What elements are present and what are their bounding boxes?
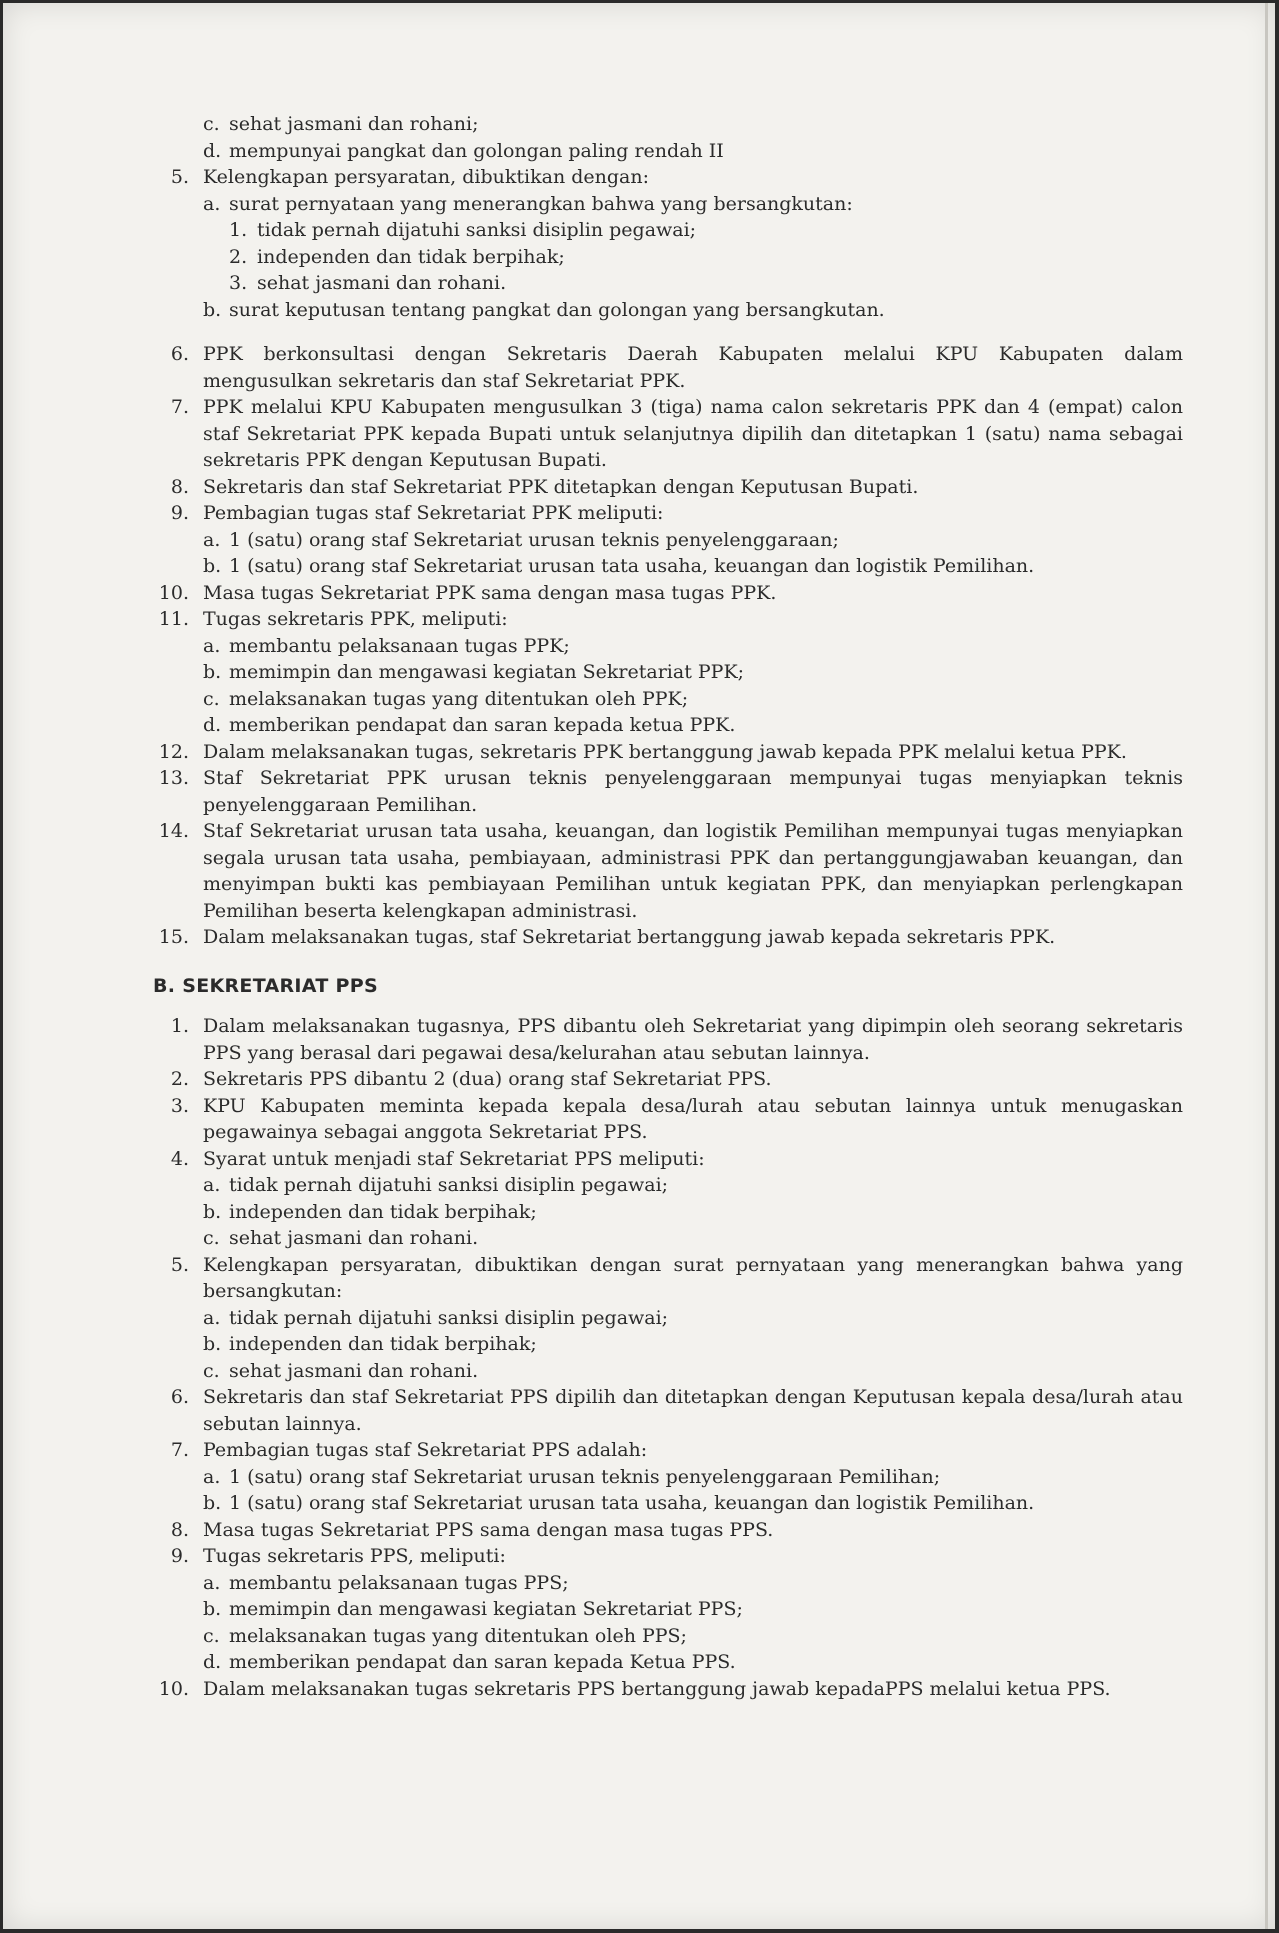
list-item bbox=[153, 739, 1183, 766]
list-item-number: c. bbox=[203, 1227, 220, 1249]
list-item-text: Sekretaris PPS dibantu 2 (dua) orang staf Sekretariat PPS. bbox=[203, 1068, 772, 1090]
list-item-number: b. bbox=[203, 298, 222, 321]
list-item-text: Dalam melaksanakan tugasnya, PPS dibantu oleh Sekretariat yang dipimpin oleh seorang sekretaris PPS yang berasal dari pegawai desa/kelurahan atau sebutan lainnya. bbox=[203, 1015, 1183, 1064]
list-item-number: c. bbox=[203, 1624, 220, 1647]
list-item bbox=[153, 553, 1183, 580]
list-item-number: 8. bbox=[170, 475, 189, 498]
list-item bbox=[153, 1437, 1183, 1464]
list-item bbox=[153, 1331, 1183, 1358]
list-item-number: 3. bbox=[170, 1094, 189, 1117]
list-item bbox=[153, 244, 1183, 271]
list-item-text: memimpin dan mengawasi kegiatan Sekretariat PPK; bbox=[229, 661, 745, 683]
list-item-text: melaksanakan tugas yang ditentukan oleh PPS; bbox=[229, 1624, 687, 1647]
list-item-number: 4. bbox=[170, 1147, 189, 1170]
list-item bbox=[153, 1623, 1183, 1650]
list-item bbox=[153, 1093, 1183, 1146]
list-item bbox=[153, 633, 1183, 660]
list-item-text: memimpin dan mengawasi kegiatan Sekretariat PPS; bbox=[229, 1598, 743, 1620]
list-item bbox=[153, 1172, 1183, 1199]
list-item-number: 5. bbox=[170, 166, 189, 188]
list-item-number: b. bbox=[203, 1598, 222, 1620]
list-item-text: surat pernyataan yang menerangkan bahwa yang bersangkutan: bbox=[229, 192, 853, 215]
list-item-number: a. bbox=[203, 1306, 221, 1329]
list-item-text: membantu pelaksanaan tugas PPK; bbox=[229, 634, 570, 657]
list-item-text: Kelengkapan persyaratan, dibuktikan dengan: bbox=[203, 166, 649, 188]
list-item bbox=[153, 712, 1183, 739]
list-item-number: 3. bbox=[229, 272, 248, 294]
list-item bbox=[153, 686, 1183, 713]
list-item bbox=[153, 659, 1183, 686]
list-item-text: Dalam melaksanakan tugas, staf Sekretariat bertanggung jawab kepada sekretaris PPK. bbox=[203, 926, 1056, 948]
list-item-number: 2. bbox=[170, 1068, 189, 1090]
list-item bbox=[153, 1596, 1183, 1623]
list-item bbox=[153, 1384, 1183, 1437]
list-item-text: tidak pernah dijatuhi sanksi disiplin pegawai; bbox=[229, 1306, 669, 1329]
list-item-text: surat keputusan tentang pangkat dan golongan yang bersangkutan. bbox=[229, 298, 885, 321]
list-item-number: 7. bbox=[170, 1439, 189, 1461]
list-item-text: Masa tugas Sekretariat PPK sama dengan masa tugas PPK. bbox=[203, 581, 777, 604]
list-item bbox=[153, 1517, 1183, 1544]
list-item-number: 9. bbox=[170, 502, 189, 524]
list-item bbox=[153, 270, 1183, 297]
list-item-text: 1 (satu) orang staf Sekretariat urusan tata usaha, keuangan dan logistik Pemilihan. bbox=[229, 1492, 1035, 1514]
list-item-text: Staf Sekretariat PPK urusan teknis penyelenggaraan mempunyai tugas menyiapkan teknis penyelenggaraan Pemilihan. bbox=[203, 767, 1183, 816]
list-item bbox=[153, 1305, 1183, 1332]
list-item-number: 13. bbox=[158, 767, 189, 789]
list-item bbox=[153, 1570, 1183, 1597]
list-item-text: 1 (satu) orang staf Sekretariat urusan teknis penyelenggaraan Pemilihan; bbox=[229, 1465, 941, 1488]
list-item bbox=[153, 394, 1183, 474]
list-item-text: 1 (satu) orang staf Sekretariat urusan tata usaha, keuangan dan logistik Pemilihan. bbox=[229, 555, 1035, 577]
list-item-number: 5. bbox=[170, 1253, 189, 1276]
list-item-number: a. bbox=[203, 1174, 221, 1196]
scan-edge bbox=[1265, 3, 1268, 1929]
list-item bbox=[153, 1199, 1183, 1226]
list-item bbox=[153, 111, 1183, 138]
list-item bbox=[153, 1490, 1183, 1517]
list-item-number: b. bbox=[203, 555, 222, 577]
list-item bbox=[153, 1013, 1183, 1066]
list-item-number: b. bbox=[203, 1333, 222, 1355]
list-item-text: independen dan tidak berpihak; bbox=[229, 1200, 537, 1223]
list-item bbox=[153, 164, 1183, 191]
list-item-text: sehat jasmani dan rohani. bbox=[229, 1227, 479, 1249]
list-item bbox=[153, 297, 1183, 324]
list-item-text: Dalam melaksanakan tugas sekretaris PPS bertanggung jawab kepadaPPS melalui ketua PPS. bbox=[203, 1677, 1111, 1700]
list-item-text: Pembagian tugas staf Sekretariat PPK meliputi: bbox=[203, 502, 664, 524]
list-item-text: Pembagian tugas staf Sekretariat PPS adalah: bbox=[203, 1439, 648, 1461]
list-item-number: a. bbox=[203, 528, 221, 551]
list-item-number: 12. bbox=[158, 740, 189, 763]
list-item bbox=[153, 1358, 1183, 1385]
list-item-number: d. bbox=[203, 1651, 222, 1673]
list-item bbox=[153, 818, 1183, 924]
list-item bbox=[153, 527, 1183, 554]
list-item-number: a. bbox=[203, 192, 221, 215]
list-item-text: tidak pernah dijatuhi sanksi disiplin pegawai; bbox=[229, 1174, 669, 1196]
list-item-number: 11. bbox=[158, 608, 189, 630]
list-item-text: Staf Sekretariat urusan tata usaha, keuangan, dan logistik Pemilihan mempunyai tugas menyiapkan segala urusan tata usaha, pembiayaan, administrasi PPK dan pertanggungjawaban keuangan, dan menyimpan bukti kas pembiayaan Pemilihan untuk kegiatan PPK, dan menyiapkan perlengkapan Pemilihan beserta kelengkapan administrasi. bbox=[203, 820, 1183, 922]
list-item-number: c. bbox=[203, 1359, 220, 1382]
list-item-number: 15. bbox=[158, 926, 189, 948]
list-item bbox=[153, 341, 1183, 394]
list-item-number: 9. bbox=[170, 1545, 189, 1567]
list-item-number: c. bbox=[203, 687, 220, 710]
list-item-text: mempunyai pangkat dan golongan paling rendah II bbox=[229, 139, 724, 162]
list-item bbox=[153, 1543, 1183, 1570]
list-item-number: 2. bbox=[229, 245, 248, 268]
list-item-number: 7. bbox=[170, 396, 189, 418]
list-item-number: 8. bbox=[170, 1518, 189, 1541]
list-item-number: b. bbox=[203, 1200, 222, 1223]
list-item bbox=[153, 1146, 1183, 1173]
list-item bbox=[153, 765, 1183, 818]
list-item bbox=[153, 580, 1183, 607]
list-item-number: a. bbox=[203, 1571, 221, 1594]
section-b-list bbox=[153, 1013, 1183, 1702]
list-item-text: tidak pernah dijatuhi sanksi disiplin pegawai; bbox=[257, 219, 697, 241]
list-item-text: independen dan tidak berpihak; bbox=[257, 245, 565, 268]
list-item-number: b. bbox=[203, 661, 222, 683]
list-item bbox=[153, 1066, 1183, 1093]
list-item-text: sehat jasmani dan rohani; bbox=[229, 113, 479, 135]
list-item-number: 6. bbox=[170, 1386, 189, 1408]
list-item-text: sehat jasmani dan rohani. bbox=[257, 272, 507, 294]
list-item-text: sehat jasmani dan rohani. bbox=[229, 1359, 479, 1382]
list-item bbox=[153, 500, 1183, 527]
paragraph-gap bbox=[153, 323, 1183, 341]
list-item bbox=[153, 1464, 1183, 1491]
list-item bbox=[153, 191, 1183, 218]
list-item-text: memberikan pendapat dan saran kepada ketua PPK. bbox=[229, 714, 736, 736]
list-item bbox=[153, 138, 1183, 165]
list-item-number: a. bbox=[203, 1465, 221, 1488]
section-gap bbox=[153, 951, 1183, 973]
document-body bbox=[153, 111, 1183, 1702]
list-item-text: membantu pelaksanaan tugas PPS; bbox=[229, 1571, 569, 1594]
list-item-text: independen dan tidak berpihak; bbox=[229, 1333, 537, 1355]
list-item-text: Tugas sekretaris PPS, meliputi: bbox=[203, 1545, 506, 1567]
list-item-text: Sekretaris dan staf Sekretariat PPS dipilih dan ditetapkan dengan Keputusan kepala desa/lurah atau sebutan lainnya. bbox=[203, 1386, 1183, 1435]
list-item-number: a. bbox=[203, 634, 221, 657]
list-item-text: 1 (satu) orang staf Sekretariat urusan teknis penyelenggaraan; bbox=[229, 528, 839, 551]
list-item-number: 6. bbox=[170, 343, 189, 365]
list-item-number: 14. bbox=[158, 820, 189, 842]
list-item-text: melaksanakan tugas yang ditentukan oleh PPK; bbox=[229, 687, 689, 710]
list-item-number: b. bbox=[203, 1492, 222, 1514]
list-item-number: d. bbox=[203, 139, 222, 162]
list-item-text: Kelengkapan persyaratan, dibuktikan dengan surat pernyataan yang menerangkan bahwa yang bersangkutan: bbox=[203, 1253, 1183, 1302]
list-item-text: Syarat untuk menjadi staf Sekretariat PPS meliputi: bbox=[203, 1147, 705, 1170]
list-item-text: KPU Kabupaten meminta kepada kepala desa/lurah atau sebutan lainnya untuk menugaskan pegawainya sebagai anggota Sekretariat PPS. bbox=[203, 1094, 1183, 1143]
list-item bbox=[153, 1225, 1183, 1252]
list-item bbox=[153, 924, 1183, 951]
list-item-text: Dalam melaksanakan tugas, sekretaris PPK bertanggung jawab kepada PPK melalui ketua PPK. bbox=[203, 740, 1127, 763]
list-item-number: 1. bbox=[170, 1015, 189, 1037]
section-a-list bbox=[153, 111, 1183, 951]
document-page bbox=[3, 3, 1275, 1929]
list-item-text: PPK berkonsultasi dengan Sekretaris Daerah Kabupaten melalui KPU Kabupaten dalam mengusulkan sekretaris dan staf Sekretariat PPK. bbox=[203, 343, 1183, 392]
list-item bbox=[153, 217, 1183, 244]
section-b-heading: B. SEKRETARIAT PPS bbox=[153, 974, 378, 997]
list-item-text: Sekretaris dan staf Sekretariat PPK ditetapkan dengan Keputusan Bupati. bbox=[203, 475, 919, 498]
list-item-number: 10. bbox=[158, 1677, 189, 1700]
list-item-number: 1. bbox=[229, 219, 248, 241]
list-item-number: c. bbox=[203, 113, 220, 135]
list-item-text: Tugas sekretaris PPK, meliputi: bbox=[203, 608, 508, 630]
list-item bbox=[153, 1252, 1183, 1305]
list-item-text: memberikan pendapat dan saran kepada Ketua PPS. bbox=[229, 1651, 736, 1673]
list-item bbox=[153, 1649, 1183, 1676]
list-item-number: 10. bbox=[158, 581, 189, 604]
list-item bbox=[153, 1676, 1183, 1703]
list-item-text: Masa tugas Sekretariat PPS sama dengan masa tugas PPS. bbox=[203, 1518, 774, 1541]
list-item bbox=[153, 606, 1183, 633]
list-item bbox=[153, 474, 1183, 501]
list-item-number: d. bbox=[203, 714, 222, 736]
list-item-text: PPK melalui KPU Kabupaten mengusulkan 3 (tiga) nama calon sekretaris PPK dan 4 (empat) calon staf Sekretariat PPK kepada Bupati untuk selanjutnya dipilih dan ditetapkan 1 (satu) nama sebagai sekretaris PPK dengan Keputusan Bupati. bbox=[203, 396, 1183, 471]
